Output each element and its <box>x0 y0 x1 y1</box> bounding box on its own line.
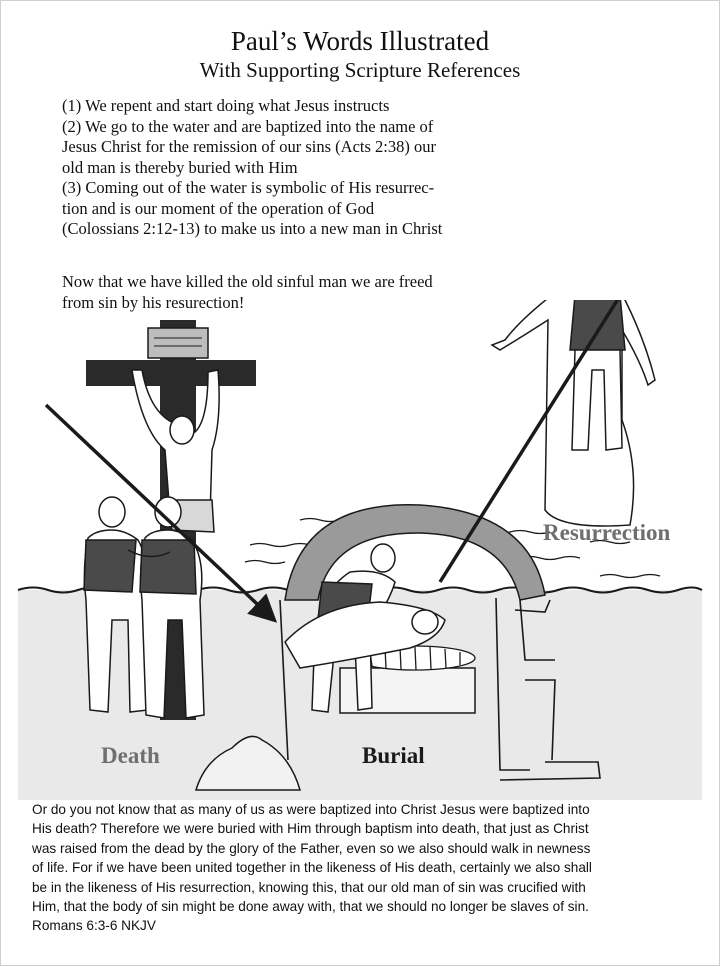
steps-line: tion and is our moment of the operation of God <box>62 198 375 218</box>
death-label: Death <box>101 743 160 768</box>
scripture-line: His death? Therefore we were buried with Him through baptism into death, that just as Christ <box>32 821 589 837</box>
steps-line: (1) We repent and start doing what Jesus instructs <box>62 96 390 115</box>
page-title: Paul’s Words Illustrated <box>230 26 490 56</box>
resurrection-figures <box>492 300 655 526</box>
steps-line: old man is thereby buried with Him <box>62 157 298 177</box>
scripture-line: was raised from the dead by the glory of the Father, even so we also should walk in newness <box>32 840 591 856</box>
freed-line: from sin by his resurection! <box>62 292 245 312</box>
page-subtitle: With Supporting Scripture References <box>199 58 521 82</box>
freed-line: Now that we have killed the old sinful man we are freed <box>62 272 433 291</box>
steps-paragraph <box>62 96 542 240</box>
baptism-illustration <box>0 300 720 800</box>
steps-line: (3) Coming out of the water is symbolic of His resurrec- <box>62 178 435 197</box>
scripture-reference: Romans 6:3-6 NKJV <box>32 918 156 934</box>
steps-line: Jesus Christ for the remission of our sins (Acts 2:38) our <box>62 137 436 156</box>
scripture-passage <box>32 800 712 936</box>
steps-line: (Colossians 2:12-13) to make us into a new man in Christ <box>62 219 443 238</box>
steps-line: (2) We go to the water and are baptized into the name of <box>62 116 434 136</box>
burial-label: Burial <box>362 743 425 768</box>
scripture-line: of life. For if we have been united together in the likeness of His death, certainly we also shall <box>32 860 592 876</box>
scripture-line: be in the likeness of His resurrection, knowing this, that our old man of sin was crucified with <box>32 879 586 895</box>
scripture-line: Him, that the body of sin might be done away with, that we should no longer be slaves of sin. <box>32 899 589 915</box>
resurrection-label: Resurrection <box>543 520 671 545</box>
scripture-line: Or do you not know that as many of us as were baptized into Christ Jesus were baptized into <box>32 802 590 817</box>
